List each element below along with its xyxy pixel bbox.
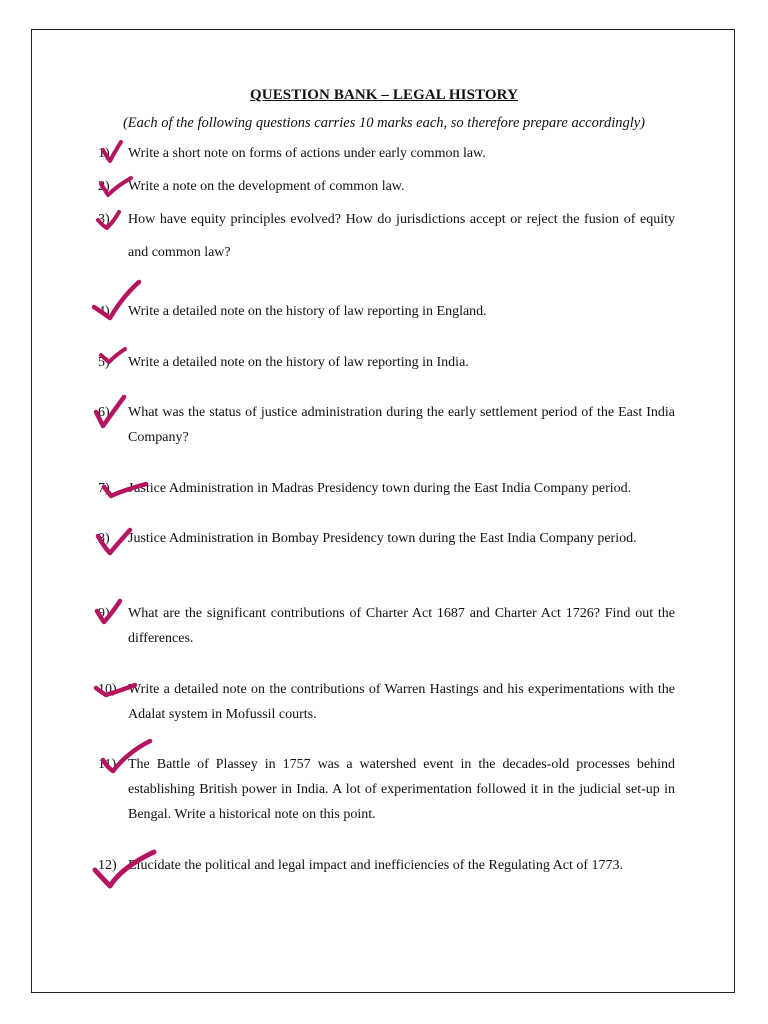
question-number: 4)	[98, 304, 110, 319]
question-text: How have equity principles evolved? How do jurisdictions accept or reject the fusion of equity and common law?	[128, 212, 675, 260]
question-number: 3)	[98, 212, 110, 227]
question-number: 11)	[98, 757, 117, 772]
question-text: Write a detailed note on the contributions of Warren Hastings and his experimentations with the Adalat system in Mofussil courts.	[128, 682, 675, 722]
question-text: Write a note on the development of common law.	[128, 179, 405, 194]
question-text: The Battle of Plassey in 1757 was a watershed event in the decades-old processes behind establishing British power in India. A lot of experimentation followed it in the judicial set-up in Bengal. Write a historical note on this point.	[128, 757, 675, 822]
question-text: Write a short note on forms of actions under early common law.	[128, 146, 486, 161]
question-number: 7)	[98, 481, 110, 496]
document-instructions: (Each of the following questions carries 10 marks each, so therefore prepare accordingly)	[122, 115, 646, 131]
question-number: 6)	[98, 405, 110, 420]
question-number: 10)	[98, 682, 117, 697]
question-number: 12)	[98, 858, 117, 873]
question-number: 8)	[98, 531, 110, 546]
question-text: What are the significant contributions of Charter Act 1687 and Charter Act 1726? Find out the differences.	[128, 606, 675, 646]
question-text: Write a detailed note on the history of law reporting in England.	[128, 304, 487, 319]
question-number: 9)	[98, 606, 110, 621]
question-text: Justice Administration in Bombay Presidency town during the East India Company period.	[128, 531, 637, 546]
question-text: What was the status of justice administration during the early settlement period of the East India Company?	[128, 405, 675, 445]
question-text: Elucidate the political and legal impact and inefficiencies of the Regulating Act of 1773.	[128, 858, 624, 873]
question-text: Write a detailed note on the history of law reporting in India.	[128, 355, 469, 370]
document-title: QUESTION BANK – LEGAL HISTORY	[250, 87, 518, 103]
question-number: 5)	[98, 355, 110, 370]
question-number: 1)	[98, 146, 110, 161]
question-text: Justice Administration in Madras Presidency town during the East India Company period.	[128, 481, 632, 496]
question-number: 2)	[98, 179, 110, 194]
